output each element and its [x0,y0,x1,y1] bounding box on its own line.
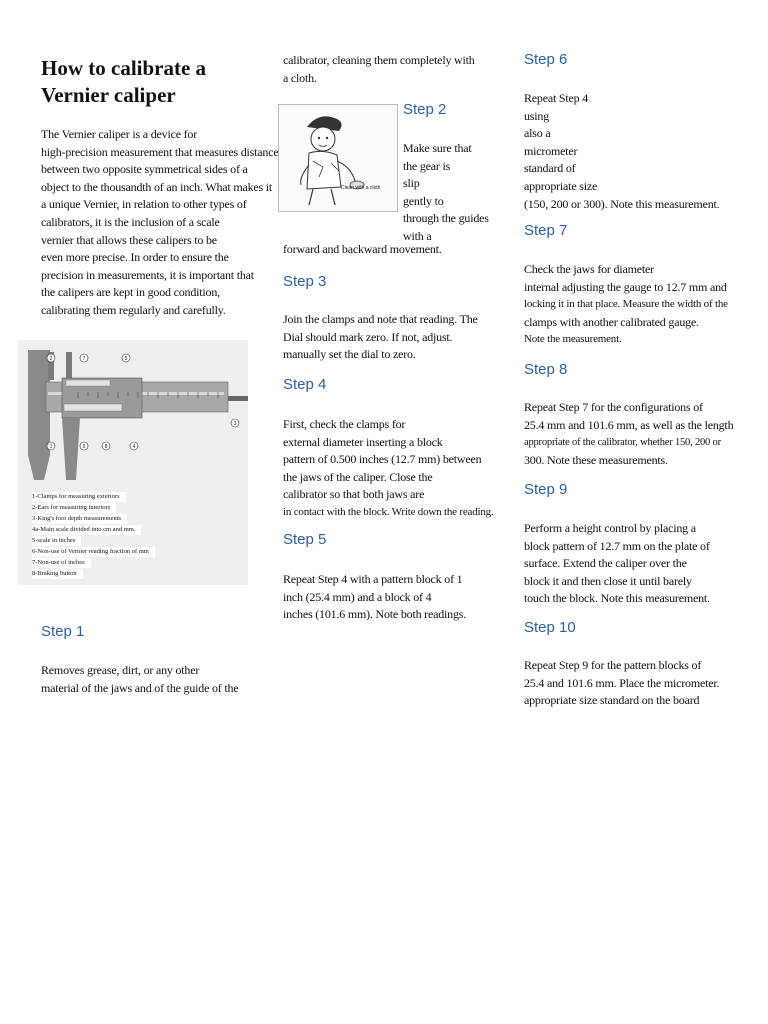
step-line: inches (101.6 mm). Note both readings. [283,607,467,622]
step-line: First, check the clamps for [283,417,406,431]
step-line: manually set the dial to zero. [283,347,416,362]
step-line: appropriate of the calibrator, whether 150, 200 or [524,437,721,449]
step-line: Repeat Step 9 for the pattern blocks of [524,658,702,672]
body-shape [307,151,341,189]
step-line: appropriate size [524,178,598,193]
callout-number: 7 [82,356,86,362]
step-7-text [524,261,736,349]
inch-scale-window-shape [66,380,110,386]
cleaning-illustration [278,104,398,212]
step-line: a cloth. [283,70,317,85]
cartoon-caption: Clean with a cloth [341,185,381,191]
vernier-window-shape [64,404,122,411]
step-line: the gear is [403,158,451,173]
step-line: standard of [524,161,576,176]
step-line: gently to [403,193,444,208]
step-line: (150, 200 or 300). Note this measurement. [524,196,720,211]
intro-line: calibrators, it is the inclusion of a scale [41,214,220,229]
step-3-heading: Step 3 [283,273,327,290]
step-line: 25.4 mm and 101.6 mm, as well as the length [524,417,734,432]
legend-item: 8-Braking button [32,569,83,579]
step-line: 25.4 and 101.6 mm. Place the micrometer. [524,675,720,690]
step-line: Repeat Step 4 [524,91,589,105]
step-line: touch the block. Note this measurement. [524,591,710,606]
step-line: appropriate size standard on the board [524,693,700,708]
step-10-text [524,657,736,710]
legend-item: 5-scale in inches [32,536,81,546]
step-line: pattern of 0.500 inches (12.7 mm) between [283,452,482,467]
step-line: internal adjusting the gauge to 12.7 mm and [524,279,727,294]
step-line: using [524,108,550,123]
step-line: calibrator so that both jaws are [283,487,425,502]
legend-item: 6-Non-use of Vernier reading fraction of mm [32,547,155,557]
callout-number: 4 [132,444,136,450]
step-8-heading: Step 8 [524,361,568,378]
step-line: block it and then close it until barely [524,573,692,588]
step-line: Join the clamps and note that reading. The [283,312,478,326]
intro-line: calibrating them regularly and carefully. [41,302,226,317]
intro-line: a unique Vernier, in relation to other types of [41,197,247,212]
step-line: Removes grease, dirt, or any other [41,663,200,677]
step-line: forward and backward movement. [283,242,442,256]
intro-line: vernier that allows these calipers to be [41,232,217,247]
sliding-jaw-shape [62,418,80,480]
callout-number: 3 [233,421,237,427]
legend-item: 4a-Main scale divided into cm and mm. [32,525,141,535]
step-line: block pattern of 12.7 mm on the plate of [524,538,710,553]
vernier-caliper-diagram [18,340,248,585]
step-6-text [524,90,736,213]
step-line: Repeat Step 7 for the configurations of [524,400,703,414]
step-7-heading: Step 7 [524,222,568,239]
cleaning-cartoon-drawing [279,105,397,211]
callout-number: 1 [49,444,53,450]
callout-number: 2 [49,356,53,362]
step-line: external diameter inserting a block [283,434,443,449]
step-2-text [403,140,503,246]
step-line: slip [403,176,420,191]
step-line: clamps with another calibrated gauge. [524,314,699,329]
intro-line: precision in measurements, it is important that [41,267,254,282]
inner-ear-shape [66,352,72,380]
step-2-text-continued [283,241,501,259]
step-3-text [283,311,501,364]
step-4-text [283,416,501,522]
step-line: surface. Extend the caliper over the [524,556,687,571]
step-1-heading: Step 1 [41,623,85,640]
outer-jaw-tip-shape [28,455,50,480]
step-line: also a [524,126,551,141]
step-6-heading: Step 6 [524,51,568,68]
step-line: Repeat Step 4 with a pattern block of 1 [283,572,463,586]
step-9-heading: Step 9 [524,481,568,498]
step-line: Check the jaws for diameter [524,262,654,276]
page-title [41,55,261,109]
step-line: material of the jaws and of the guide of the [41,680,239,695]
title-line: Vernier caliper [41,83,176,107]
step-line: in contact with the block. Write down the reading. [283,505,494,518]
step-line: micrometer [524,143,578,158]
step-8-text [524,399,736,469]
intro-paragraph [41,126,279,320]
step-4-heading: Step 4 [283,376,327,393]
title-line: How to calibrate a [41,56,207,80]
step-1-continued-text [283,52,501,87]
step-line: locking it in that place. Measure the width of the [524,298,728,311]
step-line: Perform a height control by placing a [524,521,696,535]
intro-line: The Vernier caliper is a device for [41,127,198,141]
legend-item: 3-King's foot depth measurements [32,514,127,524]
intro-line: between two opposite symmetrical sides of a [41,162,248,177]
step-5-text [283,571,501,624]
step-line: the jaws of the caliper. Close the [283,469,433,484]
legend-item: 2-Ears for measuring interiors [32,503,116,513]
step-1-text [41,662,263,697]
callout-number: 6 [82,444,86,450]
step-5-heading: Step 5 [283,531,327,548]
step-line: Dial should mark zero. If not, adjust. [283,329,453,344]
intro-line: object to the thousandth of an inch. What makes it [41,179,273,194]
intro-line: high-precision measurement that measures distance [41,144,279,159]
step-9-text [524,520,736,608]
intro-line: the calipers are kept in good condition, [41,285,220,300]
step-line: calibrator, cleaning them completely with [283,53,475,67]
step-line: with a [403,228,432,243]
step-line: 300. Note these measurements. [524,452,668,467]
step-2-heading: Step 2 [403,101,447,118]
depth-rod-shape [228,396,248,401]
legend-item: 7-Non-use of inches [32,558,91,568]
step-line: inch (25.4 mm) and a block of 4 [283,589,432,604]
caliper-drawing [18,340,248,490]
callout-number: 5 [124,356,128,362]
callout-number: 8 [104,444,108,450]
step-10-heading: Step 10 [524,619,576,636]
intro-line: even more precise. In order to ensure the [41,250,229,265]
step-line: Make sure that [403,141,472,155]
step-line: through the guides [403,211,489,226]
step-line: Note the measurement. [524,333,622,346]
legend-item: 1-Clamps for measuring exteriors [32,492,126,502]
